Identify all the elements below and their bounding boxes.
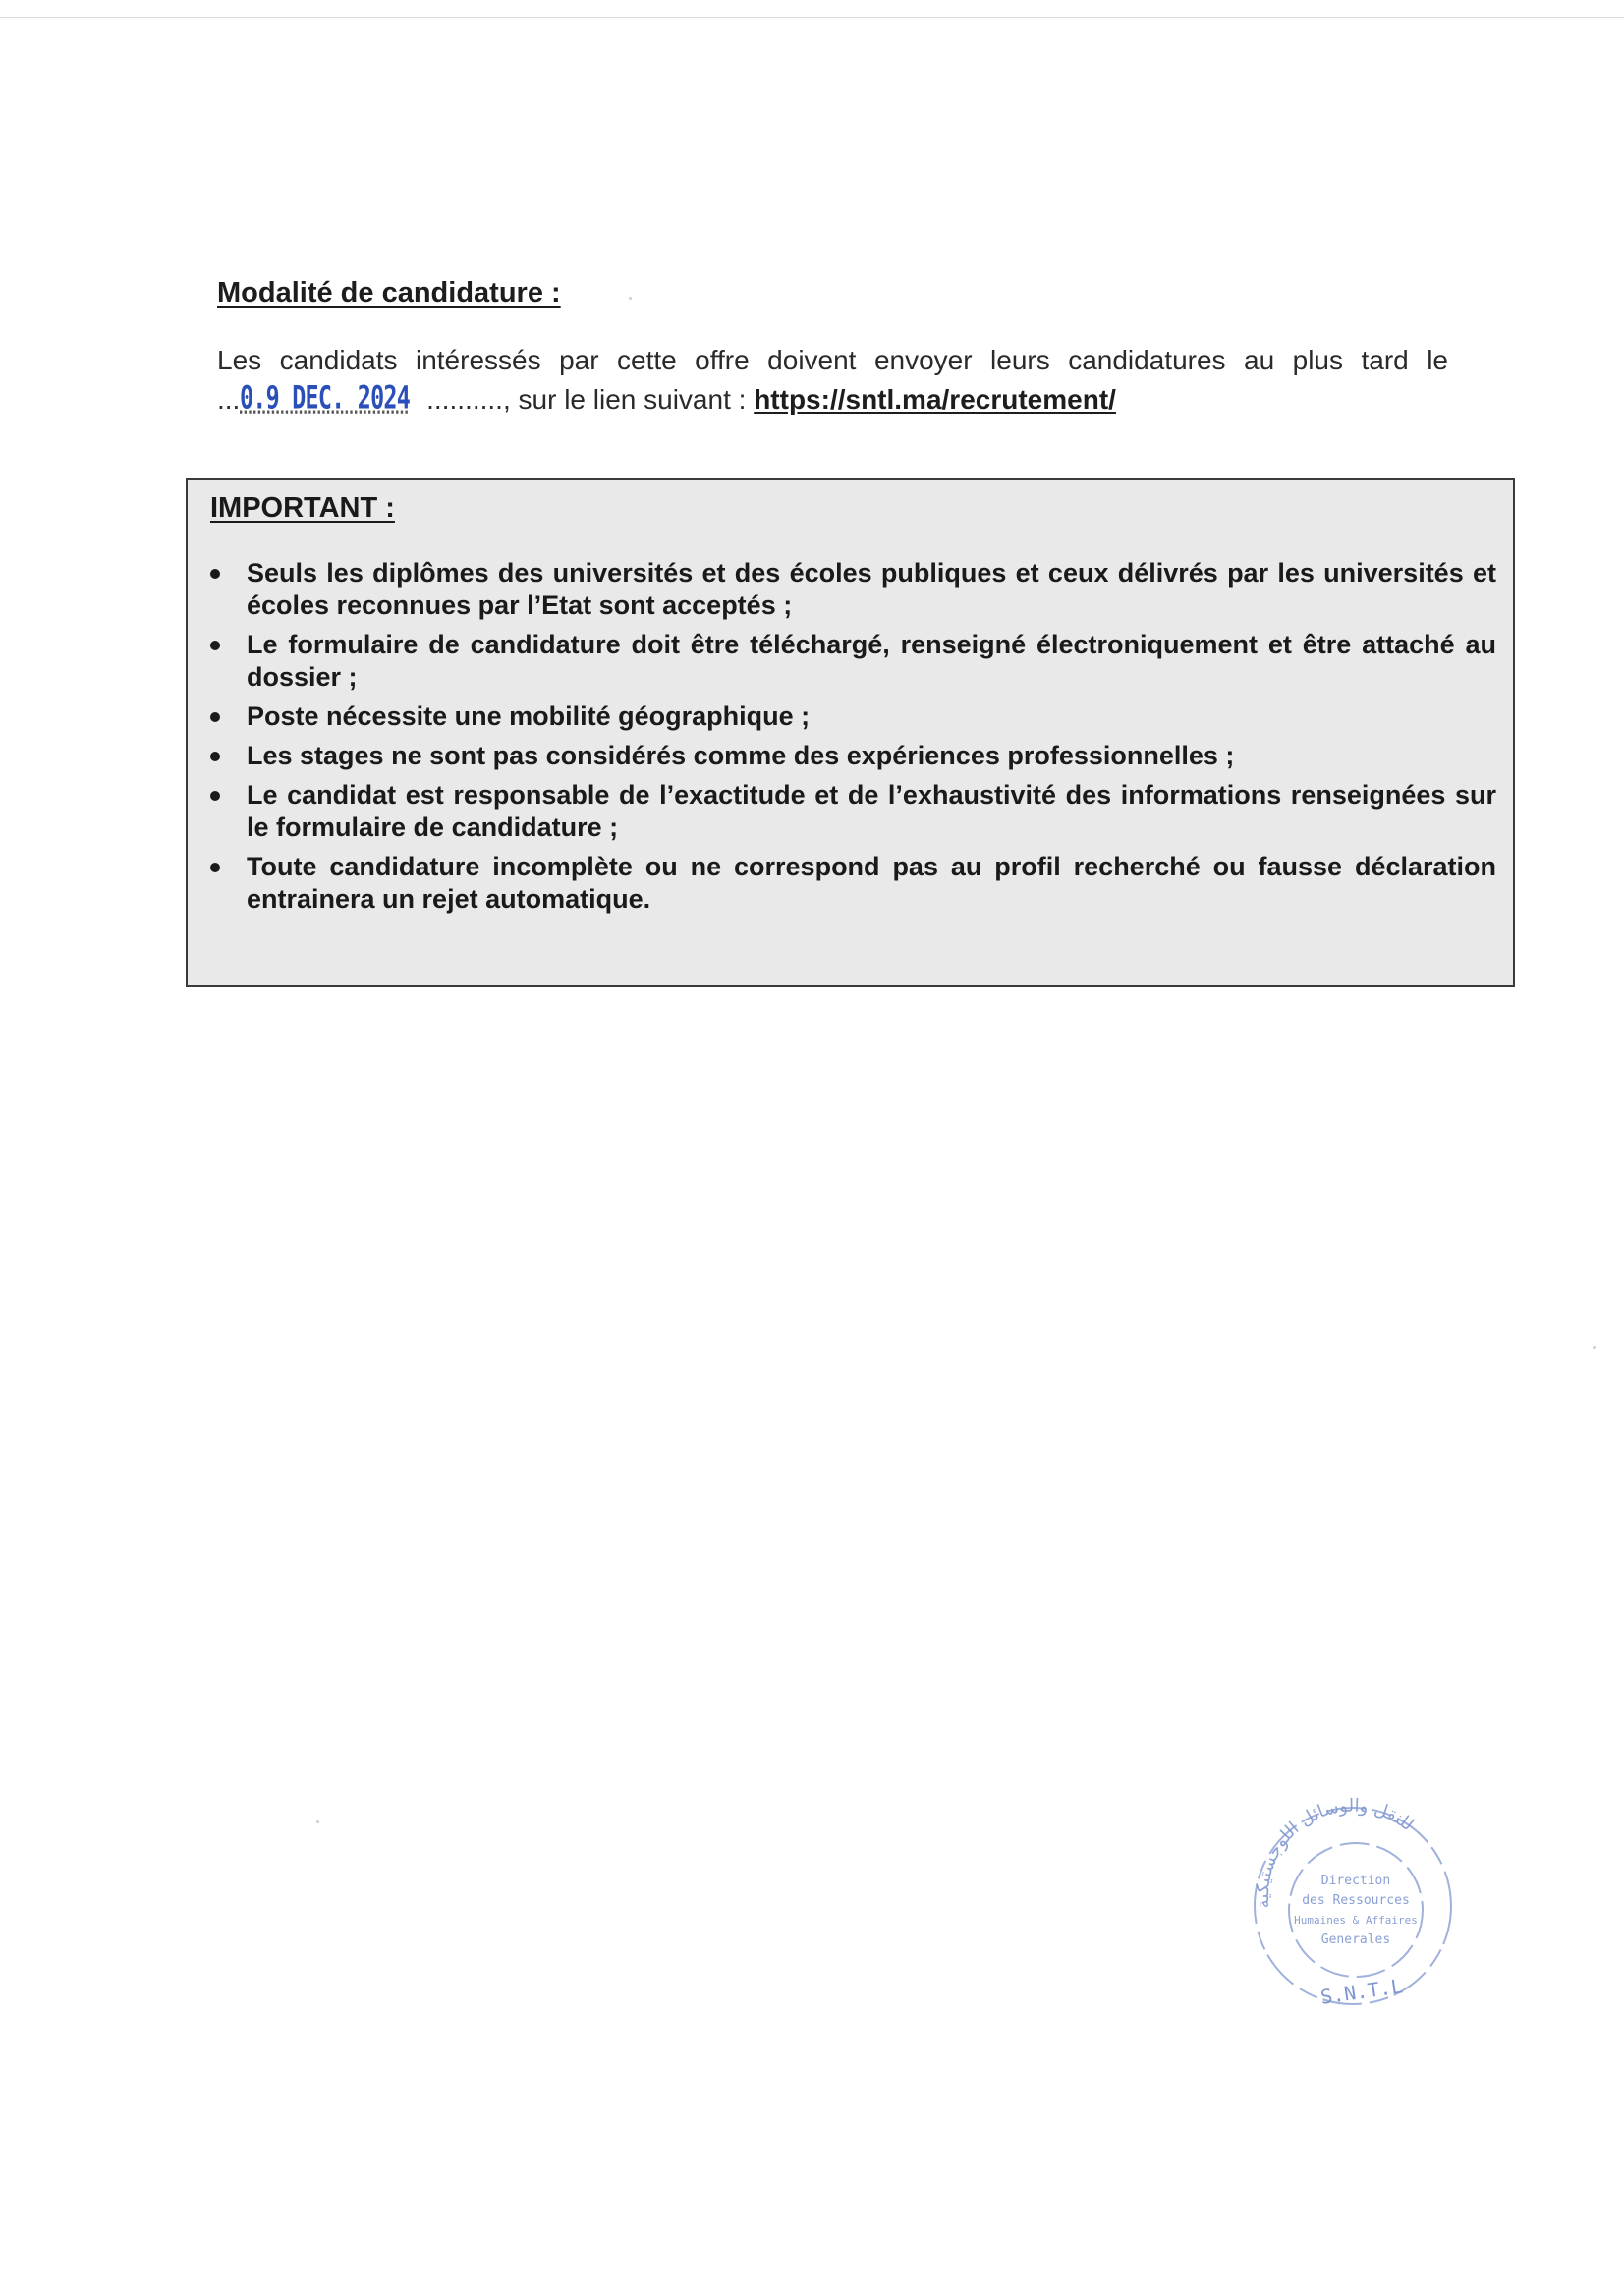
dots-after-date: .......... bbox=[426, 384, 503, 415]
word: envoyer bbox=[873, 345, 973, 375]
word: tard bbox=[1361, 345, 1409, 375]
modalite-title: Modalité de candidature : bbox=[217, 277, 561, 308]
list-item bbox=[207, 629, 1496, 694]
bullet-icon bbox=[210, 569, 220, 579]
word: candidatures bbox=[1068, 345, 1226, 375]
stamp-line: Direction bbox=[1320, 1874, 1391, 1888]
important-list bbox=[207, 557, 1496, 923]
bullet-icon bbox=[210, 641, 220, 650]
handwritten-deadline-date: 0.9 DEC. 2024 bbox=[240, 379, 411, 417]
list-item bbox=[207, 851, 1496, 916]
organization-stamp bbox=[1240, 1790, 1456, 2036]
dots-before-date: ... bbox=[217, 384, 241, 415]
word: par bbox=[559, 345, 599, 375]
bullet-icon bbox=[210, 712, 220, 722]
list-item-text: Seuls les diplômes des universités et des écoles publiques et ceux délivrés par les universités et écoles reconnues par l’Etat sont acceptés ; bbox=[247, 558, 1496, 620]
stamp-arabic-text: للنقل والوسائل اللوجستيكية bbox=[1253, 1795, 1418, 1910]
top-scan-rule bbox=[0, 17, 1624, 18]
text-after-date: , sur le lien suivant : bbox=[502, 384, 755, 415]
bullet-icon bbox=[210, 752, 220, 761]
list-item bbox=[207, 779, 1496, 844]
word: doivent bbox=[767, 345, 857, 375]
list-item-text: Le formulaire de candidature doit être téléchargé, renseigné électroniquement et être attaché au dossier ; bbox=[247, 630, 1496, 692]
important-title: IMPORTANT : bbox=[210, 492, 395, 524]
scan-speck bbox=[1593, 1346, 1596, 1349]
list-item-text: Poste nécessite une mobilité géographique ; bbox=[247, 701, 811, 731]
word: intéressés bbox=[415, 345, 541, 375]
bullet-icon bbox=[210, 791, 220, 801]
list-item-text: Toute candidature incomplète ou ne correspond pas au profil recherché ou fausse déclaration entrainera un rejet automatique. bbox=[247, 852, 1496, 914]
word: leurs bbox=[990, 345, 1050, 375]
list-item-text: Les stages ne sont pas considérés comme des expériences professionnelles ; bbox=[247, 741, 1235, 770]
modalite-paragraph-line1 bbox=[217, 345, 1448, 376]
list-item bbox=[207, 700, 1496, 733]
stamp-line: des Ressources bbox=[1302, 1893, 1410, 1908]
scan-speck bbox=[316, 1820, 319, 1823]
stamp-bottom-text: S.N.T.L bbox=[1318, 1974, 1405, 2009]
list-item bbox=[207, 557, 1496, 622]
stamp-line: Humaines & Affaires bbox=[1294, 1914, 1418, 1927]
modalite-paragraph-line2 bbox=[217, 379, 1448, 417]
scan-speck bbox=[629, 297, 632, 300]
word: au bbox=[1244, 345, 1275, 375]
word: candidats bbox=[279, 345, 398, 375]
list-item-text: Le candidat est responsable de l’exactitude et de l’exhaustivité des informations renseignées sur le formulaire de candidature ; bbox=[247, 780, 1496, 842]
stamp-line: Generales bbox=[1320, 1932, 1391, 1947]
word: le bbox=[1427, 345, 1448, 375]
recruitment-link[interactable]: https://sntl.ma/recrutement/ bbox=[754, 384, 1116, 415]
word: plus bbox=[1292, 345, 1344, 375]
list-item bbox=[207, 740, 1496, 772]
word: Les bbox=[217, 345, 262, 375]
bullet-icon bbox=[210, 863, 220, 872]
word: offre bbox=[695, 345, 750, 375]
important-box bbox=[186, 478, 1515, 987]
word: cette bbox=[617, 345, 677, 375]
